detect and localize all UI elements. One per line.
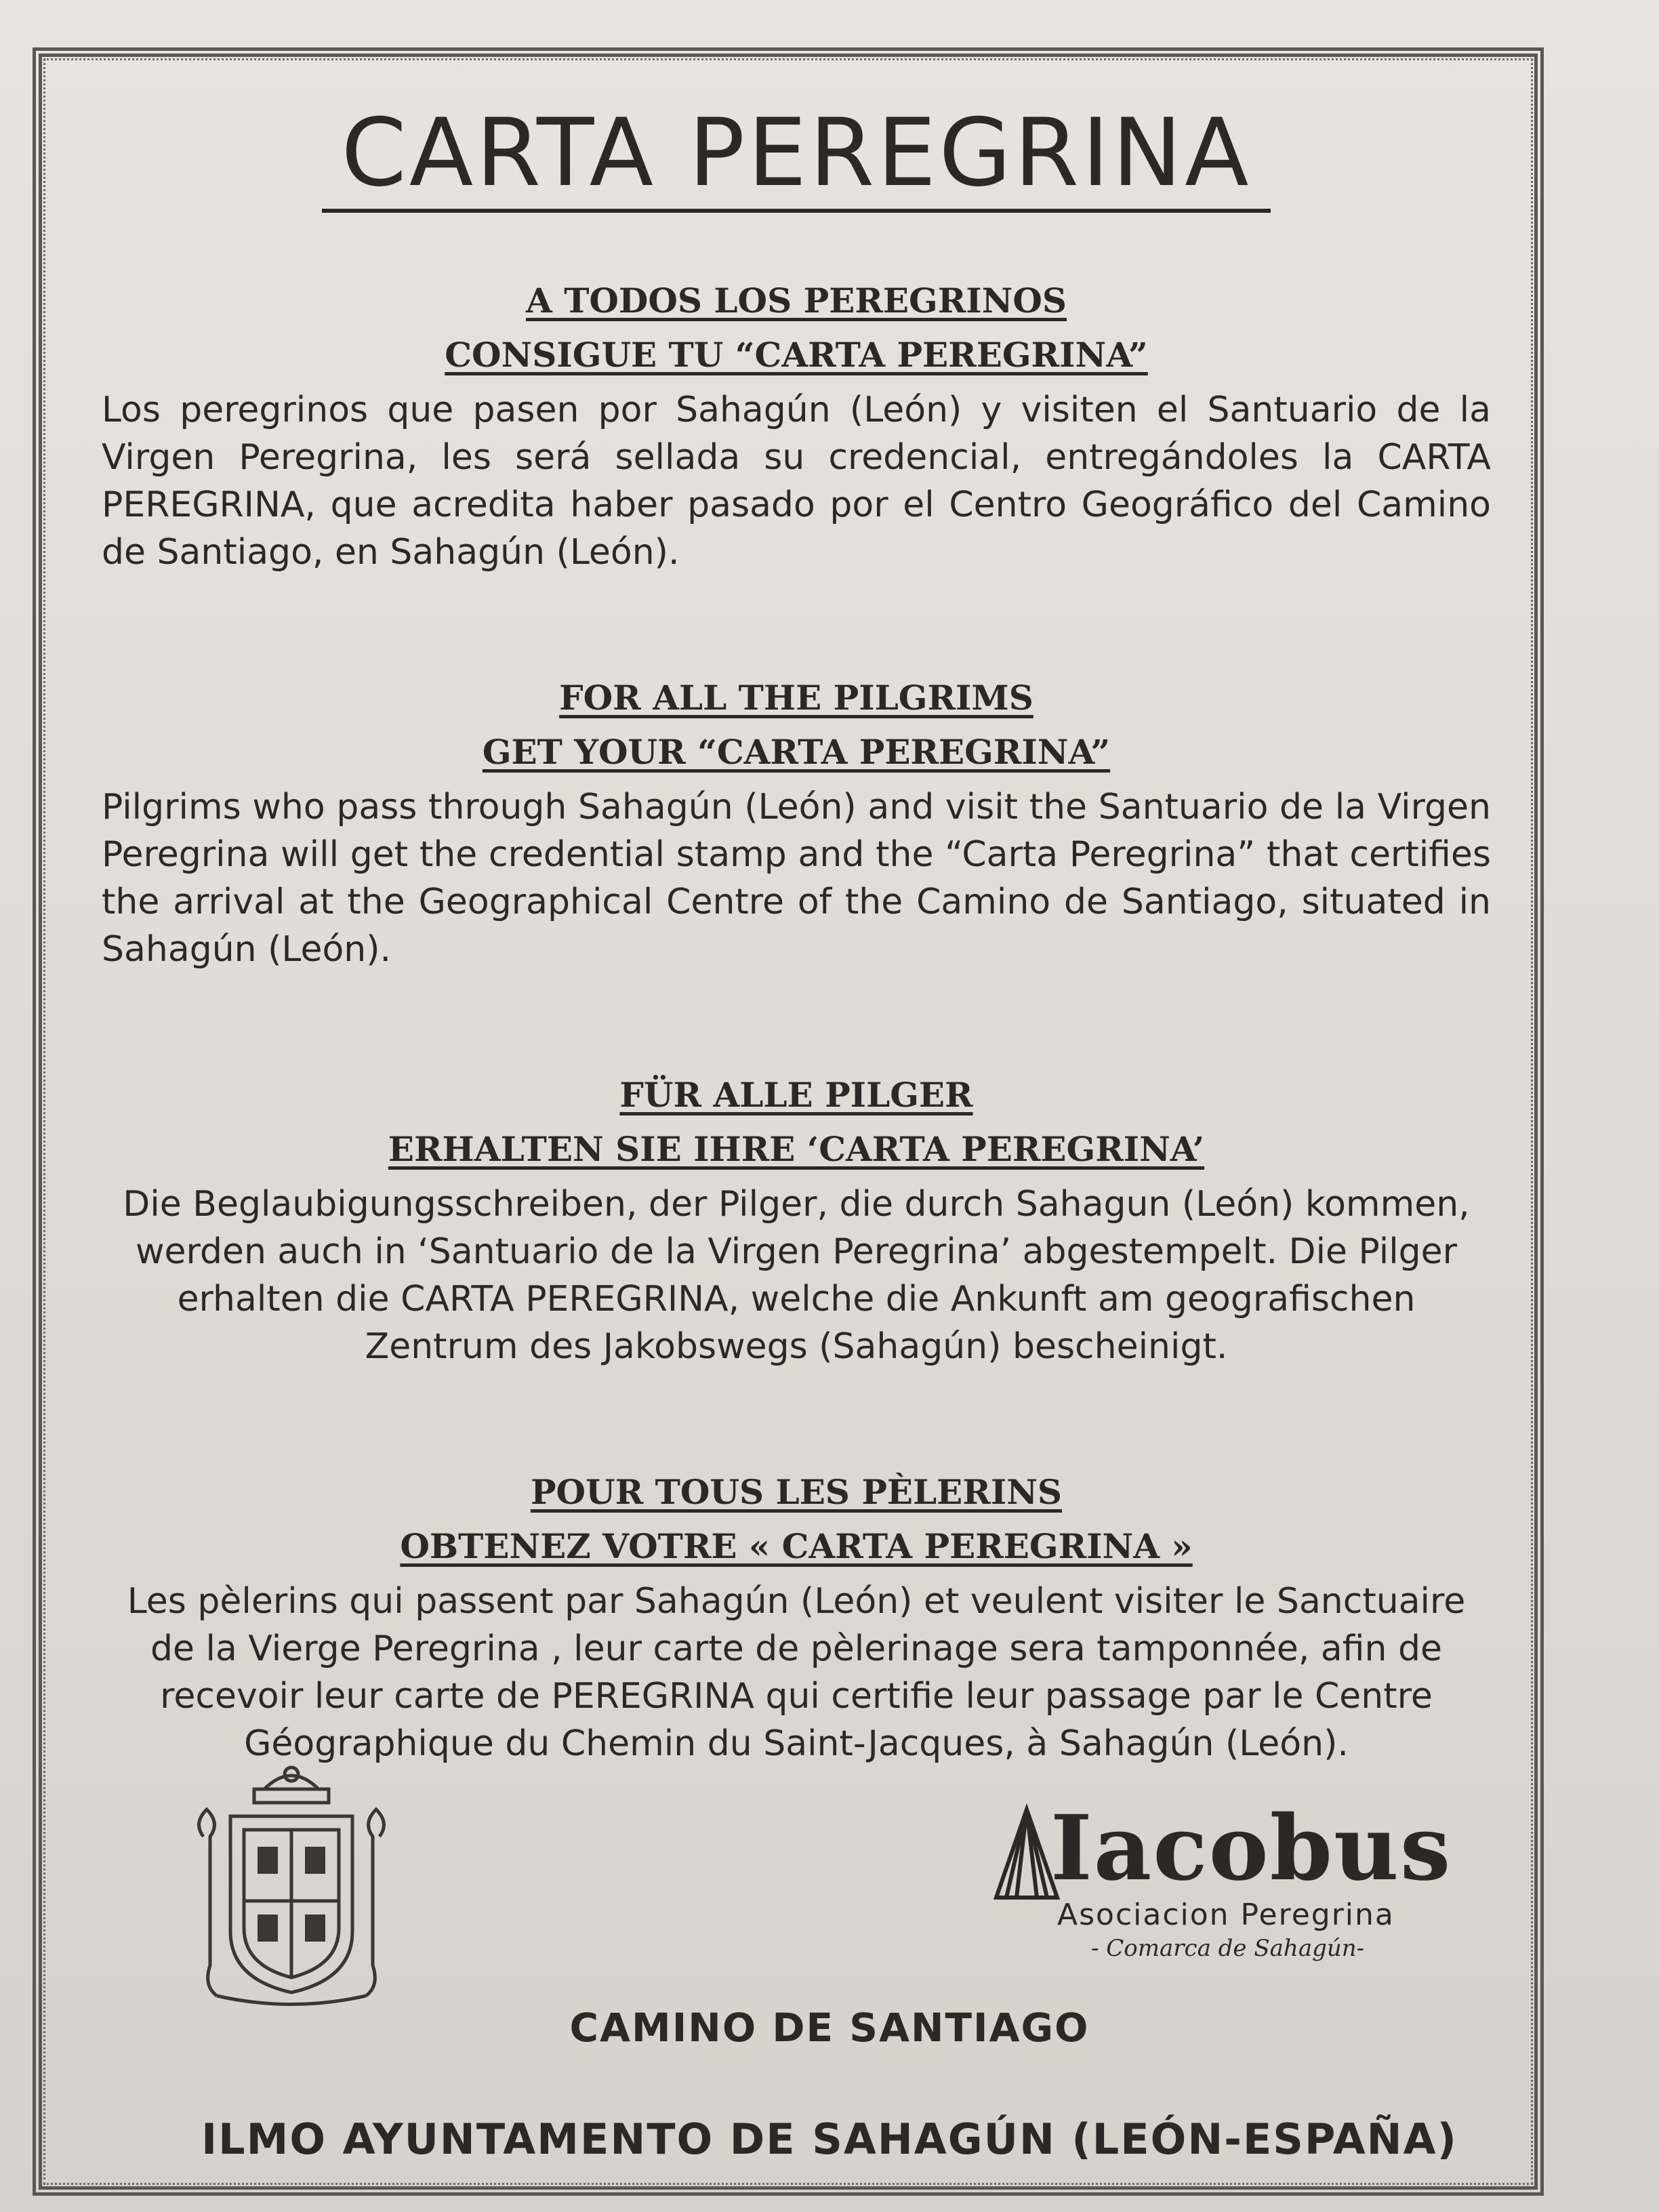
section-subheading: CONSIGUE TU “CARTA PEREGRINA” [445,334,1148,375]
section-english [102,671,1491,973]
section-french [102,1465,1491,1767]
section-subheading: GET YOUR “CARTA PEREGRINA” [482,731,1111,772]
section-heading: POUR TOUS LES PÈLERINS [530,1471,1063,1512]
section-heading: A TODOS LOS PEREGRINOS [526,280,1067,321]
section-spanish [102,274,1491,576]
section-body: Pilgrims who pass through Sahagún (León) and visit the Santuario de la Virgen Peregrina will get the credential stamp and the “Carta Peregrina” that certifies the arrival at the Geographical Centre of the Camino de Santiago, situated in Sahagún (León). [102,786,1491,970]
logo-wordmark: Iacobus [1050,1796,1452,1901]
section-body: Los peregrinos que pasen por Sahagún (León) y visiten el Santuario de la Virgen Peregrina, les será sellada su credencial, entregándoles la CARTA PEREGRINA, que acredita haber pasado por el Centro Geográfico del Camino de Santiago, en Sahagún (León). [102,389,1491,573]
section-heading: FOR ALL THE PILGRIMS [559,677,1033,718]
iacobus-logo [989,1796,1464,1965]
section-body: Les pèlerins qui passent par Sahagún (León) et veulent visiter le Sanctuaire de la Vierge Peregrina , leur carte de pèlerinage sera tamponnée, afin de recevoir leur carte de PEREGRINA qui certifie leur passage par le Centre Géographique du Chemin du Saint-Jacques, à Sahagún (León). [127,1580,1466,1764]
coat-of-arms-icon [190,1762,393,2013]
section-subheading: ERHALTEN SIE IHRE ‘CARTA PEREGRINA’ [388,1128,1205,1169]
document-content [102,98,1491,1767]
footer-ayuntamiento: ILMO AYUNTAMENTO DE SAHAGÚN (LEÓN-ESPAÑA) [201,2114,1458,2164]
footer-camino: CAMINO DE SANTIAGO [569,2005,1090,2051]
logo-subtitle: Asociacion Peregrina [1057,1898,1395,1932]
logo-location: - Comarca de Sahagún- [1091,1935,1365,1962]
section-subheading: OBTENEZ VOTRE « CARTA PEREGRINA » [400,1525,1193,1566]
section-german [102,1068,1491,1370]
document-title: CARTA PEREGRINA [322,102,1271,213]
section-body: Die Beglaubigungsschreiben, der Pilger, die durch Sahagun (León) kommen, werden auch in ‘Santuario de la Virgen Peregrina’ abgestempelt. Die Pilger erhalten die CARTA PEREGRINA, welche die Ankunft am geografischen Zentrum des Jakobswegs (Sahagún) bescheinigt. [123,1183,1470,1367]
section-heading: FÜR ALLE PILGER [619,1074,973,1115]
